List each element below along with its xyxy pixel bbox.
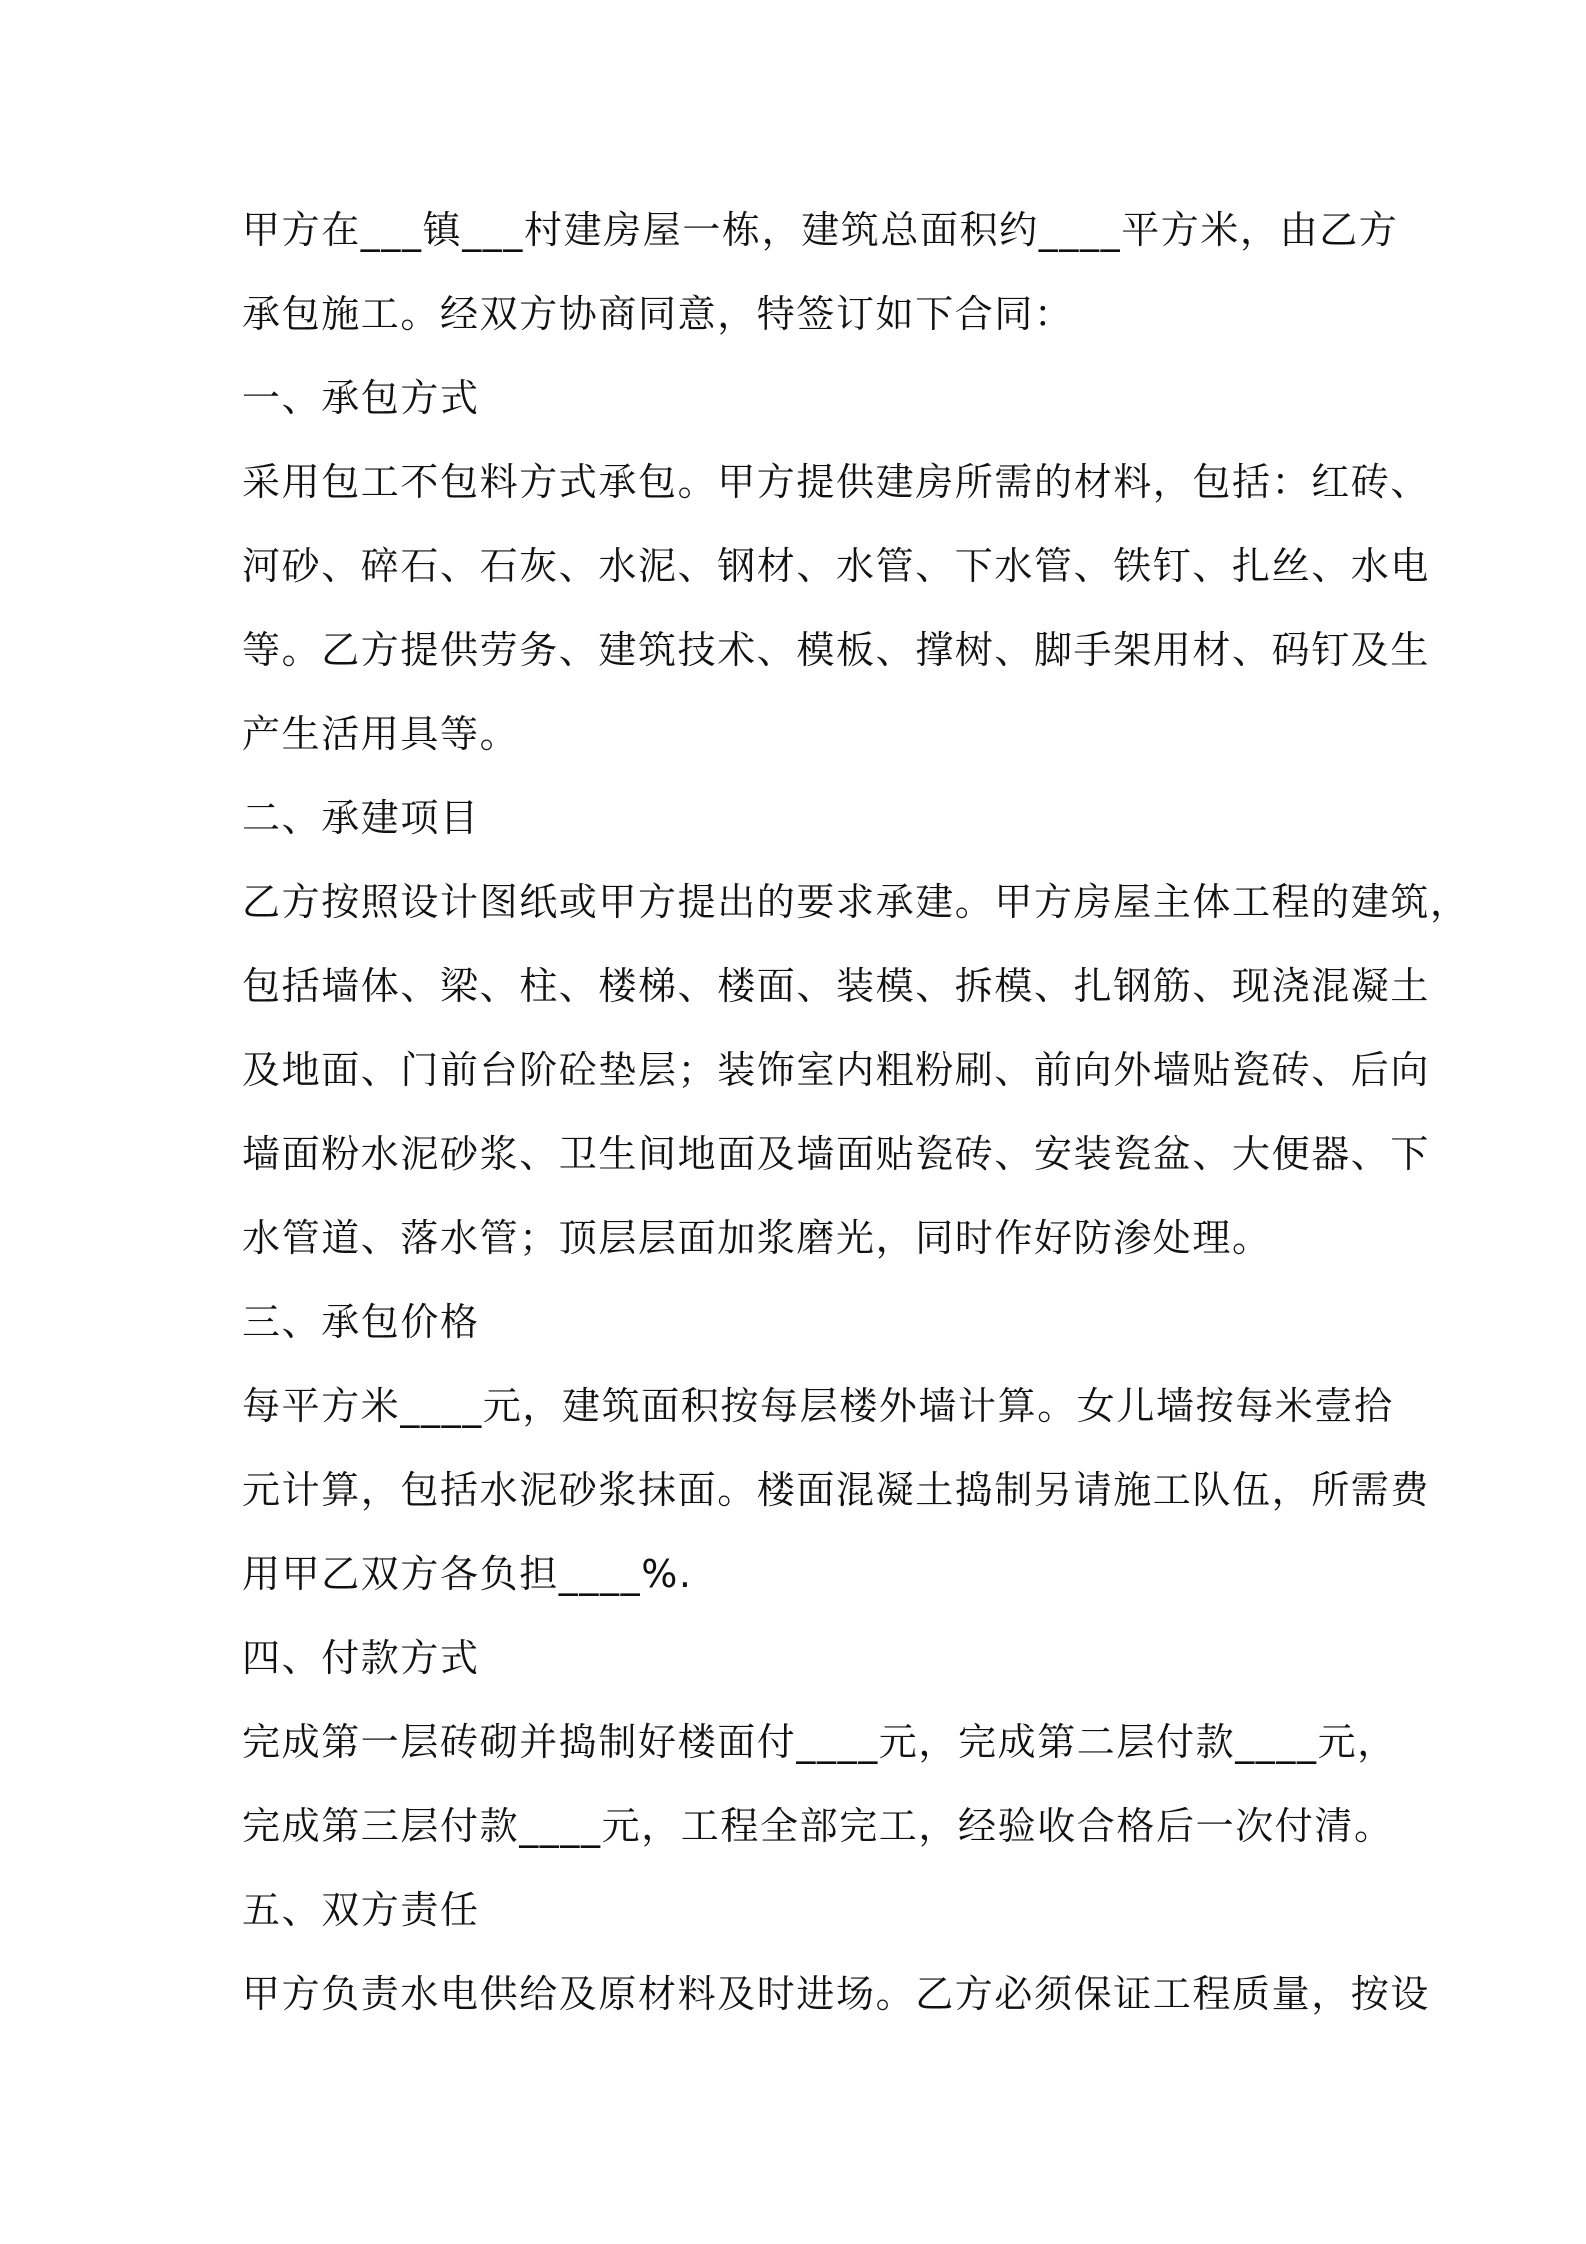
paragraph-line: 墙面粉水泥砂浆、卫生间地面及墙面贴瓷砖、安装瓷盆、大便器、下 — [242, 1132, 1431, 1176]
paragraph-line: 产生活用具等。 — [242, 712, 520, 756]
section-heading-4: 四、付款方式 — [242, 1636, 480, 1680]
section-heading-3: 三、承包价格 — [242, 1300, 480, 1344]
section-heading-2: 二、承建项目 — [242, 796, 480, 840]
paragraph-line: 采用包工不包料方式承包。甲方提供建房所需的材料，包括：红砖、 — [242, 460, 1431, 504]
paragraph-line: 河砂、碎石、石灰、水泥、钢材、水管、下水管、铁钉、扎丝、水电 — [242, 544, 1431, 588]
section-heading-5: 五、双方责任 — [242, 1888, 480, 1932]
paragraph-line: 元计算，包括水泥砂浆抹面。楼面混凝土捣制另请施工队伍，所需费 — [242, 1468, 1431, 1512]
paragraph-line: 甲方在___镇___村建房屋一栋，建筑总面积约____平方米，由乙方 — [242, 208, 1399, 252]
paragraph-line: 包括墙体、梁、柱、楼梯、楼面、装模、拆模、扎钢筋、现浇混凝土 — [242, 964, 1431, 1008]
paragraph-line: 等。乙方提供劳务、建筑技术、模板、撑树、脚手架用材、码钉及生 — [242, 628, 1431, 672]
paragraph-line: 乙方按照设计图纸或甲方提出的要求承建。甲方房屋主体工程的建筑， — [242, 880, 1470, 924]
paragraph-line: 甲方负责水电供给及原材料及时进场。乙方必须保证工程质量，按设 — [242, 1972, 1431, 2016]
paragraph-line: 每平方米____元，建筑面积按每层楼外墙计算。女儿墙按每米壹拾 — [242, 1384, 1394, 1428]
paragraph-line: 完成第一层砖砌并捣制好楼面付____元，完成第二层付款____元， — [242, 1720, 1397, 1764]
paragraph-line: 用甲乙双方各负担____%. — [242, 1552, 693, 1596]
paragraph-line: 水管道、落水管；顶层层面加浆磨光，同时作好防渗处理。 — [242, 1216, 1272, 1260]
paragraph-line: 完成第三层付款____元，工程全部完工，经验收合格后一次付清。 — [242, 1804, 1394, 1848]
paragraph-line: 及地面、门前台阶砼垫层；装饰室内粗粉刷、前向外墙贴瓷砖、后向 — [242, 1048, 1431, 1092]
paragraph-line: 承包施工。经双方协商同意，特签订如下合同： — [242, 292, 1074, 336]
section-heading-1: 一、承包方式 — [242, 376, 480, 420]
